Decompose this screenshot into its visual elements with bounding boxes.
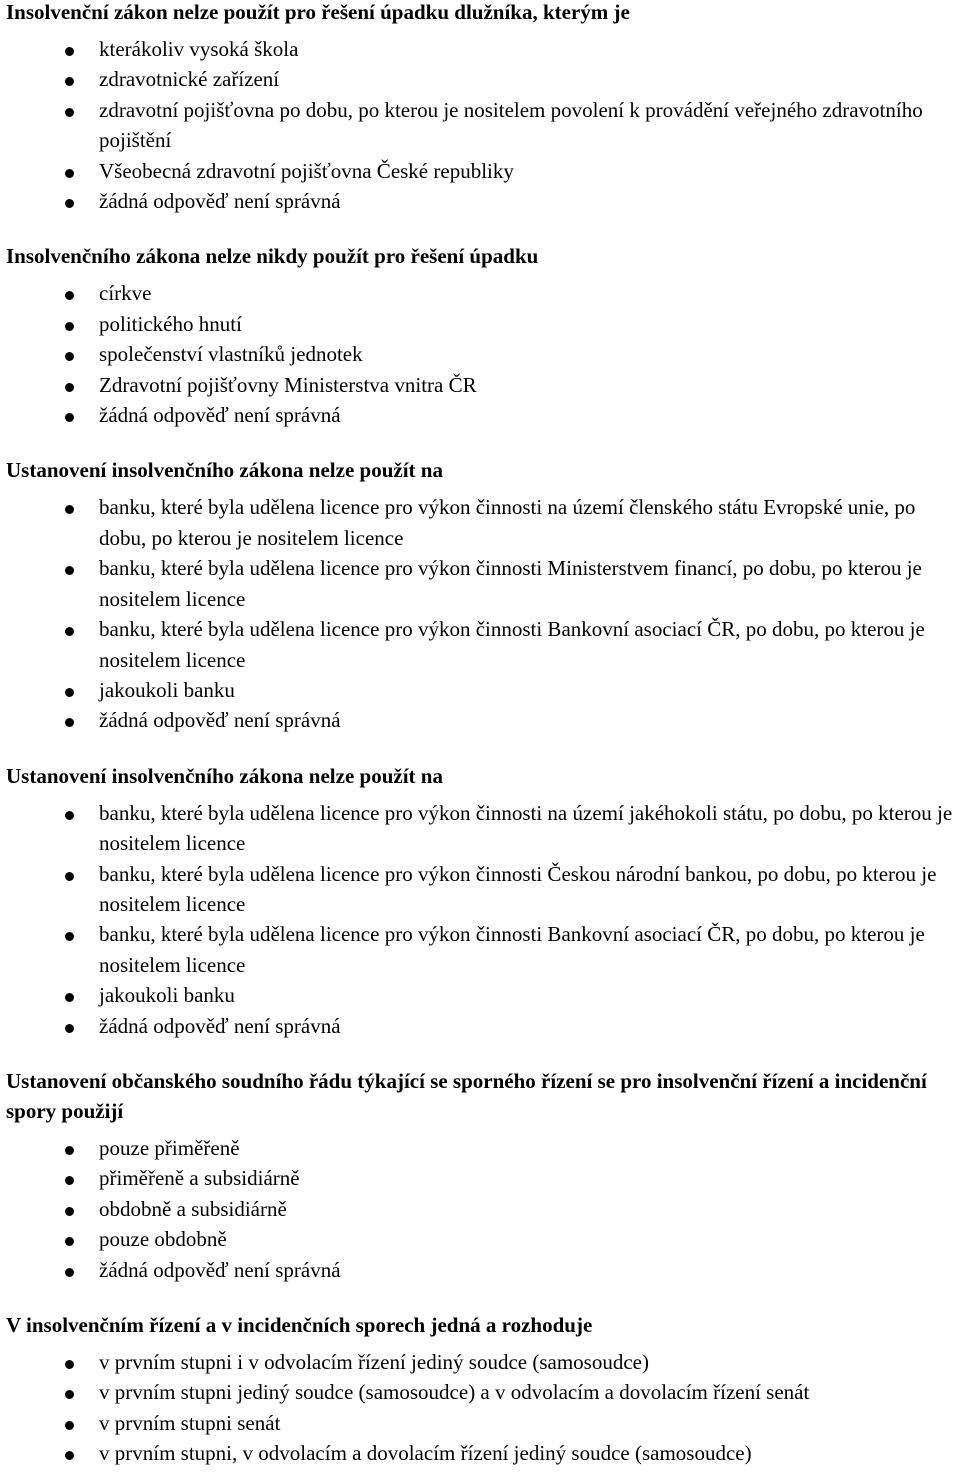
spacer [6,430,960,455]
spacer [6,216,960,241]
list-item [6,278,960,308]
answer-text: Všeobecná zdravotní pojišťovna České republiky [99,158,514,183]
answer-text: Zdravotní pojišťovny Ministerstva vnitra ČR [99,372,477,397]
answer-text: zdravotnické zařízení [99,67,280,92]
list-item [6,614,960,675]
bullet-icon [65,1268,74,1277]
list-item [6,675,960,705]
spacer [6,736,960,761]
list-item [6,1133,960,1163]
answer-text: jakoukoli banku [99,677,235,702]
bullet-icon [65,199,74,208]
answer-text: pouze obdobně [99,1227,227,1252]
list-item [6,1438,960,1468]
bullet-icon [65,108,74,117]
answer-list [6,798,960,1041]
bullet-icon [65,352,74,361]
answer-text: banku, které byla udělena licence pro výkon činnosti Ministerstvem financí, po dobu, po kterou je nositelem licence [99,556,922,611]
bullet-icon [65,1421,74,1430]
bullet-icon [65,993,74,1002]
list-item [6,186,960,216]
list-item [6,1347,960,1377]
bullet-icon [65,1390,74,1399]
bullet-icon [65,1024,74,1033]
question-title: Insolvenční zákon nelze použít pro řešení úpadku dlužníka, kterým je [6,0,630,24]
list-item [6,553,960,614]
answer-text: žádná odpověď není správná [99,708,341,733]
list-item [6,339,960,369]
list-item [6,705,960,735]
answer-text: žádná odpověď není správná [99,1013,341,1038]
list-item [6,492,960,553]
answer-text: žádná odpověď není správná [99,403,341,428]
list-item [6,64,960,94]
bullet-icon [65,627,74,636]
list-item [6,156,960,186]
bullet-icon [65,77,74,86]
question-title: Ustanovení občanského soudního řádu týkající se sporného řízení se pro insolvenční řízení a incidenční spory použijí [6,1068,927,1123]
question-title: Ustanovení insolvenčního zákona nelze použít na [6,763,443,788]
answer-text: společenství vlastníků jednotek [99,342,363,367]
bullet-icon [65,872,74,881]
list-item [6,919,960,980]
list-item [6,798,960,859]
question-2 [6,241,960,430]
list-item [6,980,960,1010]
answer-text: v prvním stupni i v odvolacím řízení jediný soudce (samosoudce) [99,1350,649,1374]
question-5 [6,1066,960,1285]
list-item [6,859,960,920]
list-item [6,34,960,64]
answer-text: banku, které byla udělena licence pro výkon činnosti Českou národní bankou, po dobu, po kterou je nositelem licence [99,861,937,916]
answer-text: v prvním stupni senát [99,1410,281,1435]
question-4 [6,761,960,1041]
bullet-icon [65,322,74,331]
list-item [6,1163,960,1193]
answer-text: přiměřeně a subsidiárně [99,1166,300,1191]
bullet-icon [65,932,74,941]
bullet-icon [65,1237,74,1246]
list-item [6,1011,960,1041]
answer-text: banku, které byla udělena licence pro výkon činnosti Bankovní asociací ČR, po dobu, po kterou je nositelem licence [99,617,925,672]
answer-text: kterákoliv vysoká škola [99,37,299,61]
question-title: Ustanovení insolvenčního zákona nelze použít na [6,458,443,483]
bullet-icon [65,566,74,575]
answer-text: obdobně a subsidiárně [99,1196,287,1221]
answer-text: banku, které byla udělena licence pro výkon činnosti Bankovní asociací ČR, po dobu, po kterou je nositelem licence [99,922,925,977]
list-item [6,1408,960,1438]
bullet-icon [65,505,74,514]
answer-list [6,492,960,735]
list-item [6,1224,960,1254]
bullet-icon [65,1146,74,1155]
answer-text: banku, které byla udělena licence pro výkon činnosti na území členského státu Evropské unie, po dobu, po kterou je nositelem licence [99,495,916,550]
bullet-icon [65,1207,74,1216]
spacer [6,1285,960,1310]
answer-text: žádná odpověď není správná [99,1257,341,1282]
question-3 [6,455,960,735]
bullet-icon [65,169,74,178]
bullet-icon [65,383,74,392]
list-item [6,1255,960,1285]
bullet-icon [65,1360,74,1369]
bullet-icon [65,413,74,422]
answer-list [6,34,960,216]
list-item [6,370,960,400]
answer-text: politického hnutí [99,311,242,336]
question-title: V insolvenčním řízení a v incidenčních sporech jedná a rozhoduje [6,1313,593,1337]
answer-list [6,278,960,430]
answer-list [6,1347,960,1469]
bullet-icon [65,291,74,300]
bullet-icon [65,688,74,697]
spacer [6,1041,960,1066]
bullet-icon [65,1176,74,1185]
question-1 [6,0,960,216]
list-item [6,95,960,156]
answer-text: banku, které byla udělena licence pro výkon činnosti na území jakéhokoli státu, po dobu, po kterou je nositelem licence [99,800,953,856]
bullet-icon [65,718,74,727]
answer-list [6,1133,960,1285]
list-item [6,1194,960,1224]
answer-text: zdravotní pojišťovna po dobu, po kterou je nositelem povolení k provádění veřejného zdravotního pojištění [99,97,923,153]
question-title: Insolvenčního zákona nelze nikdy použít pro řešení úpadku [6,244,539,269]
answer-text: pouze přiměřeně [99,1135,240,1160]
answer-text: jakoukoli banku [99,983,235,1008]
list-item [6,400,960,430]
bullet-icon [65,47,74,56]
answer-text: církve [99,281,152,306]
list-item [6,1377,960,1407]
answer-text: žádná odpověď není správná [99,189,341,214]
answer-text: v prvním stupni, v odvolacím a dovolacím řízení jediný soudce (samosoudce) [99,1441,752,1466]
bullet-icon [65,811,74,820]
bullet-icon [65,1451,74,1460]
question-6 [6,1310,960,1469]
list-item [6,309,960,339]
answer-text: v prvním stupni jediný soudce (samosoudce) a v odvolacím a dovolacím řízení senát [99,1380,810,1405]
